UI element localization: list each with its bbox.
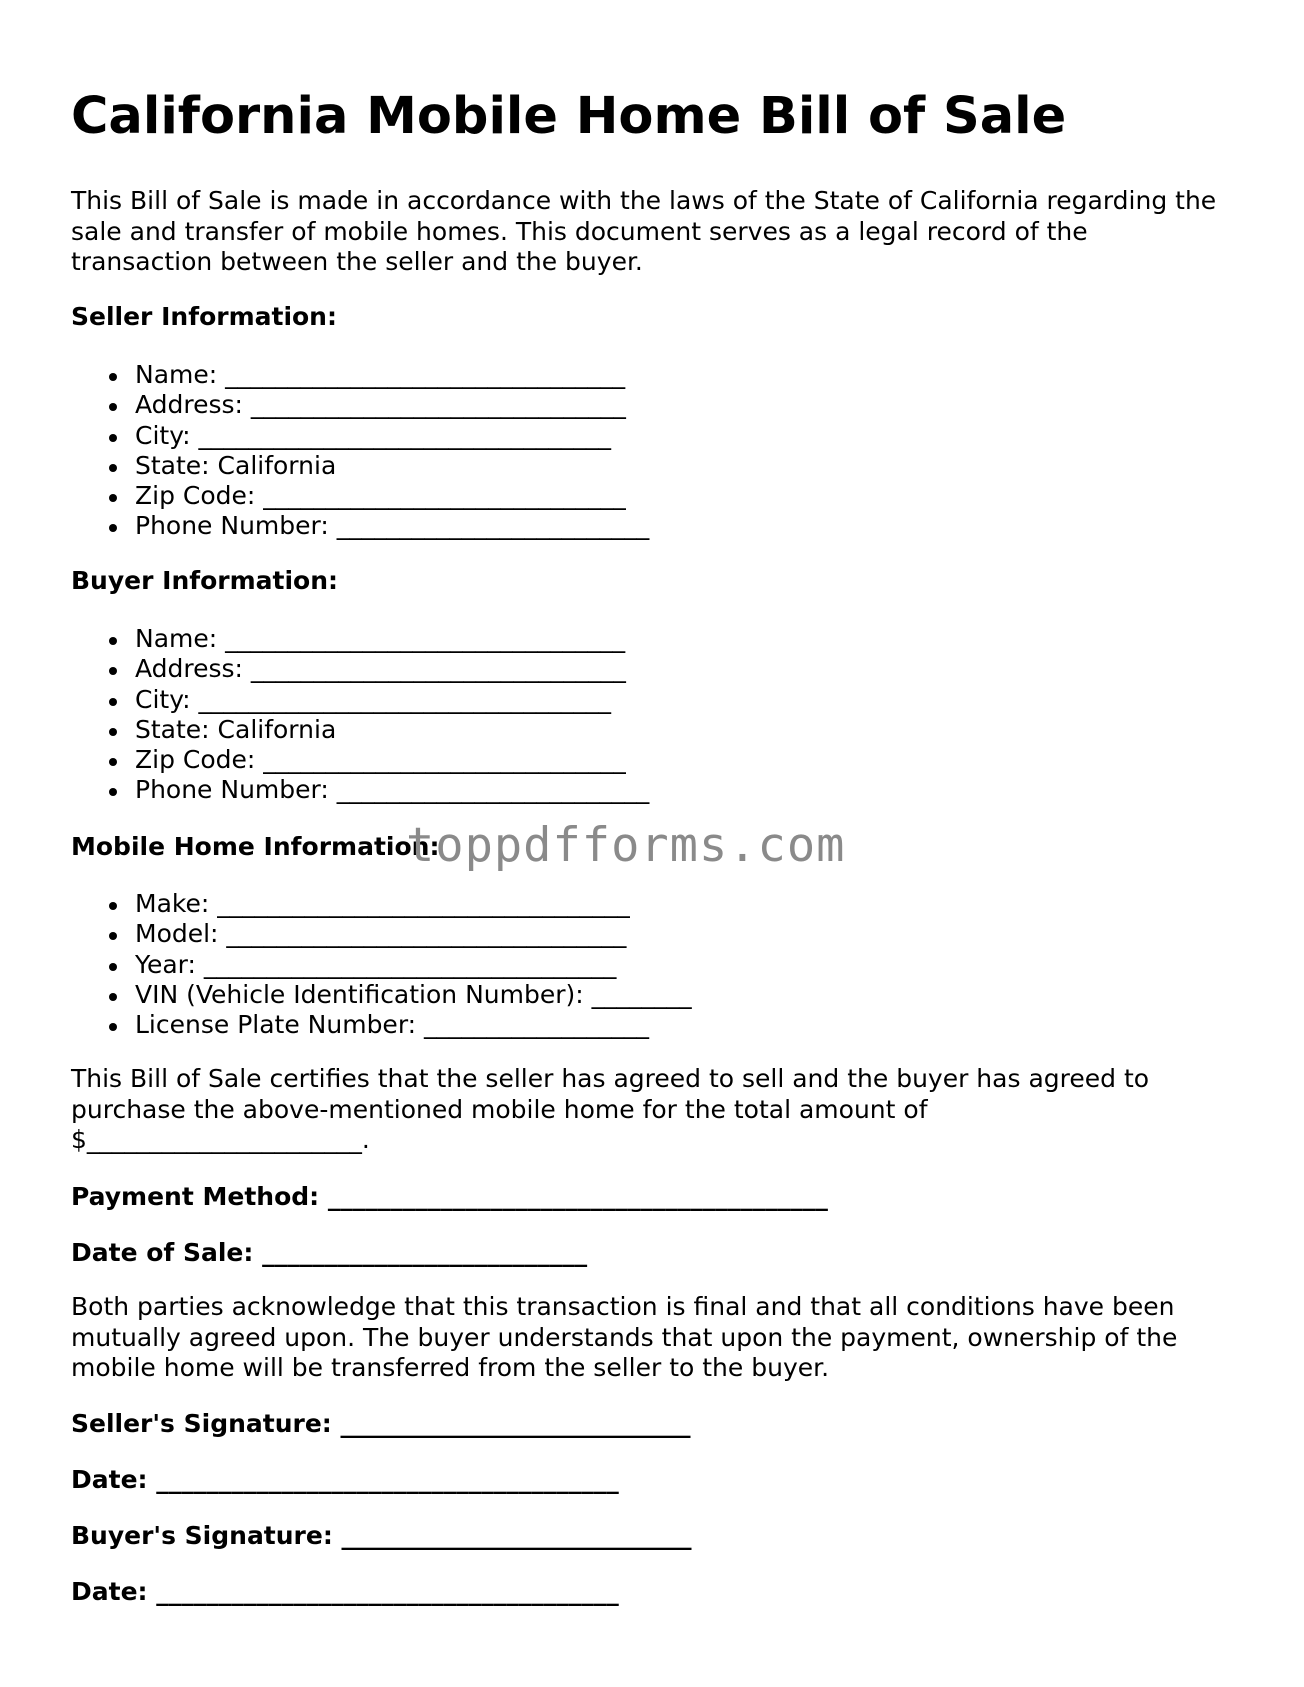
buyer-signature-field[interactable]: Buyer's Signature: ____________________________ [71, 1521, 692, 1550]
mobile-home-vin-field[interactable]: VIN (Vehicle Identification Number): ________ [71, 980, 692, 1010]
seller-info-list [71, 360, 649, 542]
mobile-home-model-field[interactable]: Model: ________________________________ [71, 919, 692, 949]
mobile-home-info-heading: Mobile Home Information: [71, 832, 440, 861]
mobile-home-info-list [71, 889, 692, 1040]
mobile-home-year-field[interactable]: Year: _________________________________ [71, 950, 692, 980]
acknowledgment-paragraph: Both parties acknowledge that this transaction is final and that all conditions have been mutually agreed upon. The buyer understands that upon the payment, ownership of the mobile home will be transferred from the seller to the buyer. [71, 1292, 1178, 1382]
payment-method-field[interactable]: Payment Method: ________________________________________ [71, 1182, 828, 1211]
buyer-name-field[interactable]: Name: ________________________________ [71, 624, 649, 654]
seller-phone-field[interactable]: Phone Number: _________________________ [71, 511, 649, 541]
watermark: toppdfforms.com [406, 818, 846, 873]
buyer-city-field[interactable]: City: _________________________________ [71, 685, 649, 715]
document-title: California Mobile Home Bill of Sale [71, 87, 1067, 146]
buyer-date-field[interactable]: Date: _____________________________________ [71, 1577, 619, 1606]
mobile-home-license-plate-field[interactable]: License Plate Number: __________________ [71, 1010, 692, 1040]
date-of-sale-field[interactable]: Date of Sale: __________________________ [71, 1238, 588, 1267]
seller-city-field[interactable]: City: _________________________________ [71, 421, 649, 451]
mobile-home-make-field[interactable]: Make: _________________________________ [71, 889, 692, 919]
intro-paragraph: This Bill of Sale is made in accordance with the laws of the State of California regarding the sale and transfer of mobile homes. This document serves as a legal record of the transaction between the seller and the buyer. [71, 186, 1217, 276]
buyer-info-heading: Buyer Information: [71, 566, 339, 595]
buyer-state-field: State: California [71, 715, 649, 745]
seller-name-field[interactable]: Name: ________________________________ [71, 360, 649, 390]
seller-address-field[interactable]: Address: ______________________________ [71, 390, 649, 420]
seller-state-field: State: California [71, 451, 649, 481]
certification-paragraph: This Bill of Sale certifies that the seller has agreed to sell and the buyer has agreed to purchase the above-mentioned mobile home for the total amount of $______________________. [71, 1064, 1150, 1154]
seller-info-heading: Seller Information: [71, 302, 337, 331]
buyer-phone-field[interactable]: Phone Number: _________________________ [71, 775, 649, 805]
buyer-address-field[interactable]: Address: ______________________________ [71, 654, 649, 684]
seller-date-field[interactable]: Date: _____________________________________ [71, 1465, 619, 1494]
buyer-zip-field[interactable]: Zip Code: _____________________________ [71, 745, 649, 775]
buyer-info-list [71, 624, 649, 806]
seller-signature-field[interactable]: Seller's Signature: ____________________________ [71, 1409, 691, 1438]
seller-zip-field[interactable]: Zip Code: _____________________________ [71, 481, 649, 511]
